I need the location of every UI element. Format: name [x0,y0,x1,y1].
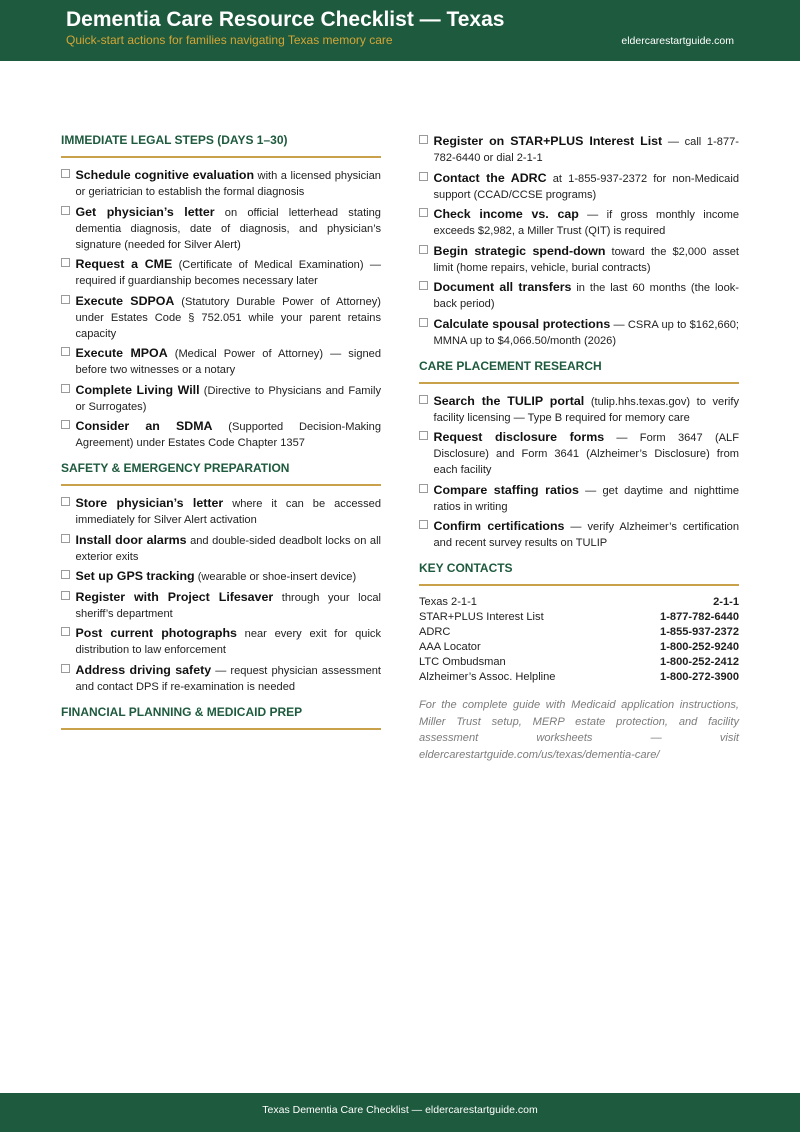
contact-row [419,595,739,610]
contact-number: 2-1-1 [713,596,739,608]
page-title: Dementia Care Resource Checklist — Texas [66,8,505,31]
checklist-item-label: Execute SDPOA [75,293,175,308]
checkbox[interactable] [419,245,428,254]
contact-name: AAA Locator [419,641,481,653]
checklist-item-label: Complete Living Will [75,382,200,397]
checklist-item [419,243,739,276]
checklist-item-label: Schedule cognitive evaluation [75,168,255,182]
checklist-item [419,170,739,203]
checklist-item [61,495,381,528]
contact-row [419,640,739,655]
checklist-item-label: Address driving safety [75,662,212,677]
checklist-item-text: (Statutory Durable Power of Attorney) under Estates Code § 752.051 while your parent retains capacity [75,295,381,340]
checkbox[interactable] [61,570,70,579]
checklist-item-text: toward the $2,000 asset limit (home repairs, vehicle, burial contracts) [433,245,740,274]
checklist-item-text: — call 1-877-782-6440 or dial 2-1-1 [433,136,739,164]
financial-list [419,133,739,349]
checkbox[interactable] [419,281,428,290]
page-subtitle: Quick-start actions for families navigating Texas memory care [66,33,393,47]
contact-row [419,670,739,685]
checklist-item-text: — request physician assessment and contact DPS if re-examination is needed [75,664,381,693]
right-column [419,133,739,763]
checkbox[interactable] [419,208,428,217]
checklist-item-text: (Supported Decision-Making Agreement) under Estates Code Chapter 1357 [75,421,381,449]
checklist-item-text: and double-sided deadbolt locks on all exterior exits [75,534,381,563]
checklist-item-label: Install door alarms [75,532,187,547]
checklist-item [419,429,739,478]
safety-list [61,495,381,695]
section-title-contacts: KEY CONTACTS [419,561,739,586]
checklist-item [419,482,739,515]
checklist-item-label: Register with Project Lifesaver [75,589,274,604]
checklist-item-label: Compare staffing ratios [433,482,579,497]
checklist-item [61,256,381,289]
checklist-item-label: Get physician’s letter [75,204,215,219]
checklist-item [419,206,739,239]
contact-number: 1-800-252-2412 [660,656,739,668]
checklist-item-text: (tulip.hhs.texas.gov) to verify facility licensing — Type B required for memory care [433,395,740,424]
section-title-legal: IMMEDIATE LEGAL STEPS (DAYS 1–30) [61,133,381,158]
placement-list [419,393,739,552]
checklist-item-text: (Certificate of Medical Examination) — required if guardianship becomes necessary later [75,259,381,287]
checklist-item-label: Contact the ADRC [433,170,547,185]
checklist-item [61,204,381,253]
checklist-item-label: Register on STAR+PLUS Interest List [433,134,663,148]
checklist-item [61,293,381,342]
checklist-item [61,345,381,378]
checkbox[interactable] [419,431,428,440]
checklist-item [419,316,739,349]
checklist-item [61,382,381,415]
checklist-item [419,279,739,312]
checklist-item-text: near every exit for quick distribution to law enforcement [75,628,382,656]
checklist-item-text: where it can be accessed immediately for Silver Alert activation [75,498,381,526]
checklist-item [419,133,739,166]
checklist-item-label: Confirm certifications [433,519,565,533]
checklist-item-text: — if gross monthly income exceeds $2,982, a Miller Trust (QIT) is required [433,209,739,237]
checklist-item-label: Search the TULIP portal [433,393,585,408]
contact-number: 1-800-272-3900 [660,671,739,683]
checkbox[interactable] [419,172,428,181]
checklist-item [419,518,739,551]
checkbox[interactable] [61,206,70,215]
guide-note: For the complete guide with Medicaid application instructions, Miller Trust setup, MERP estate protection, and facility assessment worksheets — visit eldercarestartguide.com/us/texas/dementia-care/ [419,699,739,761]
contact-name: Texas 2-1-1 [419,596,477,608]
contact-name: STAR+PLUS Interest List [419,611,544,623]
checklist-item-text: — Form 3647 (ALF Disclosure) and Form 3641 (Alzheimer’s Disclosure) from each facility [433,432,739,476]
checklist-item [61,625,381,658]
checklist-item-text: in the last 60 months (the look-back period) [433,282,739,310]
checklist-item [61,167,381,200]
checklist-item [61,568,381,585]
checklist-item-label: Store physician’s letter [75,496,224,510]
checklist-item-label: Document all transfers [433,280,572,294]
checklist-item-label: Execute MPOA [75,346,168,360]
header-site-url: eldercarestartguide.com [621,35,734,47]
checklist-item-text: with a licensed physician or geriatrician to establish the formal diagnosis [75,170,381,198]
legal-list [61,167,381,451]
contacts-table [419,595,739,685]
checkbox[interactable] [61,497,70,506]
checkbox[interactable] [61,295,70,304]
checklist-item-text: — CSRA up to $162,660; MMNA up to $4,066.50/month (2026) [433,318,739,347]
checklist-item-label: Set up GPS tracking [75,569,195,583]
checkbox[interactable] [419,135,428,144]
footer-text: Texas Dementia Care Checklist — eldercarestartguide.com [262,1104,538,1116]
checkbox[interactable] [61,384,70,393]
checklist-item-text: on official letterhead stating dementia diagnosis, date of diagnosis, and physician’s signature (needed for Silver Alert) [75,206,381,251]
contact-number: 1-877-782-6440 [660,611,739,623]
contact-name: ADRC [419,626,451,638]
checkbox[interactable] [61,258,70,267]
checklist-item [61,589,381,622]
checklist-item-label: Post current photographs [75,626,237,640]
checklist-item [61,418,381,451]
checkbox[interactable] [61,347,70,356]
checklist-item [61,532,381,565]
checkbox[interactable] [61,627,70,636]
contact-row [419,610,739,625]
contact-name: Alzheimer’s Assoc. Helpline [419,671,556,683]
checklist-item-label: Calculate spousal protections [433,316,611,331]
contact-number: 1-800-252-9240 [660,641,739,653]
section-title-safety: SAFETY & EMERGENCY PREPARATION [61,461,381,486]
checklist-item-text: (wearable or shoe-insert device) [194,571,357,583]
checkbox[interactable] [419,520,428,529]
checklist-item-text: (Medical Power of Attorney) — signed before two witnesses or a notary [75,348,382,376]
checklist-item-text: through your local sheriff’s department [75,591,381,620]
checkbox[interactable] [61,534,70,543]
checkbox[interactable] [419,395,428,404]
checklist-item-label: Check income vs. cap [433,207,579,221]
checkbox[interactable] [61,420,70,429]
checklist-item [419,393,739,426]
checkbox[interactable] [61,169,70,178]
checkbox[interactable] [61,591,70,600]
checklist-item-text: (Directive to Physicians and Family or Surrogates) [75,384,382,413]
checklist-item-label: Begin strategic spend-down [433,243,606,258]
checklist-item-text: at 1-855-937-2372 for non-Medicaid support (CCAD/CCSE programs) [433,172,739,201]
page-header [0,0,800,61]
section-title-financial: FINANCIAL PLANNING & MEDICAID PREP [61,705,381,730]
contact-row [419,655,739,670]
contact-row [419,625,739,640]
checklist-item-label: Request disclosure forms [433,430,605,444]
checkbox[interactable] [61,664,70,673]
left-column [61,133,381,739]
checklist-item [61,662,381,695]
checkbox[interactable] [419,318,428,327]
checkbox[interactable] [419,484,428,493]
checklist-item-text: — verify Alzheimer’s certification and recent survey results on TULIP [433,521,739,549]
contact-name: LTC Ombudsman [419,656,506,668]
checklist-item-label: Consider an SDMA [75,419,213,433]
section-title-placement: CARE PLACEMENT RESEARCH [419,359,739,384]
checklist-item-text: — get daytime and nighttime ratios in writing [433,484,740,513]
contact-number: 1-855-937-2372 [660,626,739,638]
checklist-item-label: Request a CME [75,257,173,271]
page-footer [0,1093,800,1132]
